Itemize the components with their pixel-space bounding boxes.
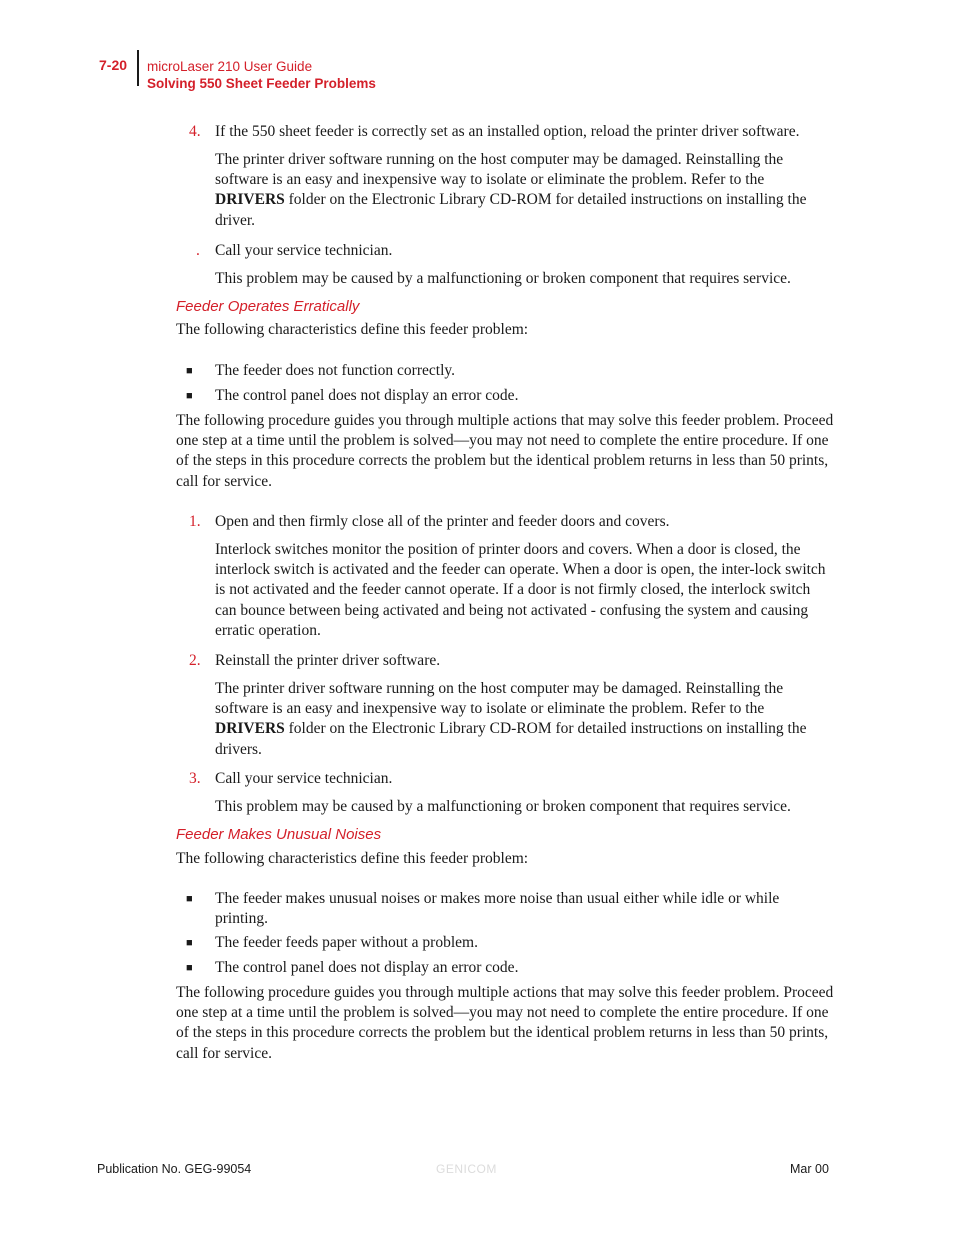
step-text: Reinstall the printer driver software. bbox=[215, 652, 441, 669]
bullet-icon: ■ bbox=[186, 962, 193, 974]
step-detail: The printer driver software running on the host computer may be damaged. Reinstalling the software is an easy and inexpensive way to isolate or eliminate the problem. Refer to the DRIVERS folder on the Electronic Library CD-ROM for detailed instructions on installing the driver. bbox=[215, 151, 807, 229]
step-text: Call your service technician. bbox=[215, 770, 393, 787]
step-detail: Interlock switches monitor the position of printer doors and covers. When a door is closed, the interlock switch is activated and the feeder can operate. When a door is open, the inter-lock switch is not activated and the feeder cannot operate. If a door is not firmly closed, the interlock switch can bounce between being activated and being not activated - confusing the system and causing erratic operation. bbox=[215, 541, 826, 639]
section-lead: The following characteristics define this feeder problem: bbox=[176, 850, 529, 867]
step-detail: This problem may be caused by a malfunctioning or broken component that requires service. bbox=[215, 798, 791, 815]
list-item: The control panel does not display an error code. bbox=[215, 387, 519, 404]
step-text: Open and then firmly close all of the printer and feeder doors and covers. bbox=[215, 513, 670, 530]
bullet-icon: ■ bbox=[186, 937, 193, 949]
step-detail: This problem may be caused by a malfunctioning or broken component that requires service. bbox=[215, 270, 791, 287]
drivers-folder-name: DRIVERS bbox=[215, 191, 285, 209]
step-number: 4. bbox=[189, 123, 201, 140]
section-heading: Feeder Makes Unusual Noises bbox=[176, 826, 382, 843]
list-item: The feeder does not function correctly. bbox=[215, 362, 456, 379]
step-number: . bbox=[196, 242, 200, 259]
step-detail: The printer driver software running on the host computer may be damaged. Reinstalling the software is an easy and inexpensive way to isolate or eliminate the problem. Refer to the DRIVERS folder on the Electronic Library CD-ROM for detailed instructions on installing the drivers. bbox=[215, 680, 807, 758]
section-lead: The following characteristics define this feeder problem: bbox=[176, 321, 529, 338]
step-number: 2. bbox=[189, 652, 201, 669]
genicom-watermark: GENICOM bbox=[436, 1162, 497, 1176]
list-item: The feeder feeds paper without a problem. bbox=[215, 934, 478, 951]
guide-title: microLaser 210 User Guide bbox=[147, 59, 313, 74]
page-number: 7-20 bbox=[99, 57, 128, 73]
section-heading: Feeder Operates Erratically bbox=[176, 298, 360, 315]
drivers-folder-name: DRIVERS bbox=[215, 720, 285, 738]
step-number: 3. bbox=[189, 770, 201, 787]
bullet-icon: ■ bbox=[186, 390, 193, 402]
bullet-icon: ■ bbox=[186, 365, 193, 377]
bullet-icon: ■ bbox=[186, 893, 193, 905]
step-text: Call your service technician. bbox=[215, 242, 393, 259]
list-item: The control panel does not display an error code. bbox=[215, 959, 519, 976]
list-item: The feeder makes unusual noises or makes more noise than usual either while idle or while printing. bbox=[215, 890, 780, 928]
step-text: If the 550 sheet feeder is correctly set as an installed option, reload the printer driver software. bbox=[215, 123, 800, 140]
procedure-intro: The following procedure guides you through multiple actions that may solve this feeder problem. Proceed one step at a time until the problem is solved—you may not need to complete the entire procedure. If one of the steps in this procedure corrects the problem but the identical problem returns in less than 50 prints, call for service. bbox=[176, 412, 834, 490]
header-divider bbox=[137, 50, 139, 86]
publication-number: Publication No. GEG-99054 bbox=[97, 1162, 252, 1176]
section-title: Solving 550 Sheet Feeder Problems bbox=[147, 76, 376, 91]
publication-date: Mar 00 bbox=[790, 1162, 829, 1176]
procedure-intro: The following procedure guides you through multiple actions that may solve this feeder problem. Proceed one step at a time until the problem is solved—you may not need to complete the entire procedure. If one of the steps in this procedure corrects the problem but the identical problem returns in less than 50 prints, call for service. bbox=[176, 984, 834, 1062]
step-number: 1. bbox=[189, 513, 201, 530]
